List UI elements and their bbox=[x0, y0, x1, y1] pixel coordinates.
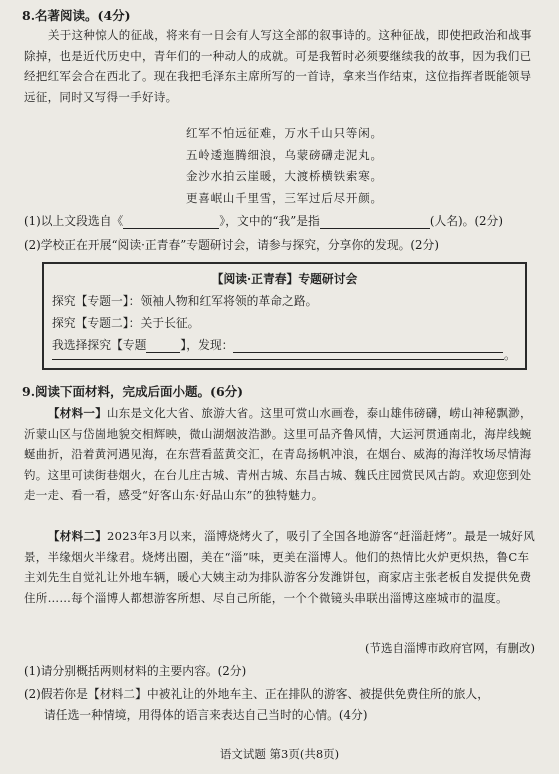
topic-one: 探究【专题一】：领袖人物和红军将领的革命之路。 bbox=[52, 294, 318, 308]
q9-sub2-line1: (2)假若你是【材料二】中被礼让的外地车主、正在排队的游客、被提供免费住所的旅人， bbox=[24, 687, 489, 701]
poem-line: 红军不怕远征难，万水千山只等闲。 bbox=[186, 126, 383, 140]
answer-line[interactable] bbox=[52, 359, 504, 360]
material-source: (节选自淄博市政府官网，有删改) bbox=[365, 641, 535, 655]
topic-two: 探究【专题二】：关于长征。 bbox=[52, 316, 200, 330]
q9-sub1: (1)请分别概括两则材料的主要内容。(2分) bbox=[24, 664, 247, 678]
seminar-box bbox=[42, 262, 527, 370]
poem-line: 五岭逶迤腾细浪，乌蒙磅礴走泥丸。 bbox=[186, 147, 383, 162]
question-8-heading: 8.名著阅读。(4分) bbox=[22, 8, 131, 23]
q8-passage: 关于这种惊人的征战，将来有一日会有人写这全部的叙事诗的。这种征战，即使把政治和战事除掉，也是近代历史中，青年们的一种动人的成就。可是我暂时必须要继续我的故事，因为我们已经把红军会合在西北了。现在我把毛泽东主席所写的一首诗，拿来当作结束，这位指挥者既能领导远征，同时又写得一手好诗。 bbox=[24, 28, 532, 104]
q8-poem bbox=[186, 123, 383, 209]
q8-sub1: (1)以上文段选自《 》，文中的“我”是指 (人名)。(2分) bbox=[24, 214, 503, 228]
material-one: 【材料一】山东是文化大省、旅游大省。这里可赏山水画卷，泰山雄伟磅礴，崂山神秘飘渺，沂蒙山区与岱崮地貌交相辉映，微山湖烟波浩渺。这里可品齐鲁风情，大运河贯通南北，海岸线蜿蜒曲折，沿着黄河遇见海，在东营看蓝黄交汇，在青岛扬帆冲浪，在烟台、威海的海洋牧场尽情海钓。这里可读街巷烟火，在台儿庄古城、青州古城、东昌古城、魏氏庄园赏民风古韵。欢迎您到处走一走、看一看，感受“好客山东·好品山东”的独特魅力。 bbox=[24, 406, 532, 502]
poem-line: 更喜岷山千里雪，三军过后尽开颜。 bbox=[186, 190, 383, 205]
end-mark: 。 bbox=[504, 348, 516, 362]
book-title-blank[interactable] bbox=[123, 214, 219, 229]
material-two: 【材料二】2023年3月以来，淄博烧烤火了，吸引了全国各地游客“赶淄赶烤”。最是一城好风景，半缘烟火半缘君。烧烤出圈，美在“淄”味，更美在淄博人。他们的热情比火炉更炽热，鲁C车主刘先生自觉礼让外地车辆，暖心大姨主动为排队游客分发潍饼包，商家店主张老板自发提供免费住所……每个淄博人都想游客所想、尽自己所能，一个个微镜头串联出淄博这座城市的温度。 bbox=[24, 529, 536, 605]
seminar-title: 【阅读·正青春】专题研讨会 bbox=[211, 272, 358, 286]
topic-number-blank[interactable] bbox=[146, 338, 180, 353]
question-9-heading: 9.阅读下面材料，完成后面小题。(6分) bbox=[22, 384, 244, 399]
discovery-blank[interactable] bbox=[233, 338, 503, 353]
person-name-blank[interactable] bbox=[320, 214, 430, 229]
poem-line: 金沙水拍云崖暖，大渡桥横铁索寒。 bbox=[186, 169, 383, 183]
choose-topic-line: 我选择探究【专题 】，发现： bbox=[52, 336, 503, 353]
q9-sub2-line2: 请任选一种情境，用得体的语言来表达自己当时的心情。(4分) bbox=[44, 708, 368, 722]
page-footer: 语文试题 第3页(共8页) bbox=[219, 747, 340, 761]
q8-sub2: (2)学校正在开展“阅读·正青春”专题研讨会，请参与探究，分享你的发现。(2分) bbox=[24, 238, 439, 252]
